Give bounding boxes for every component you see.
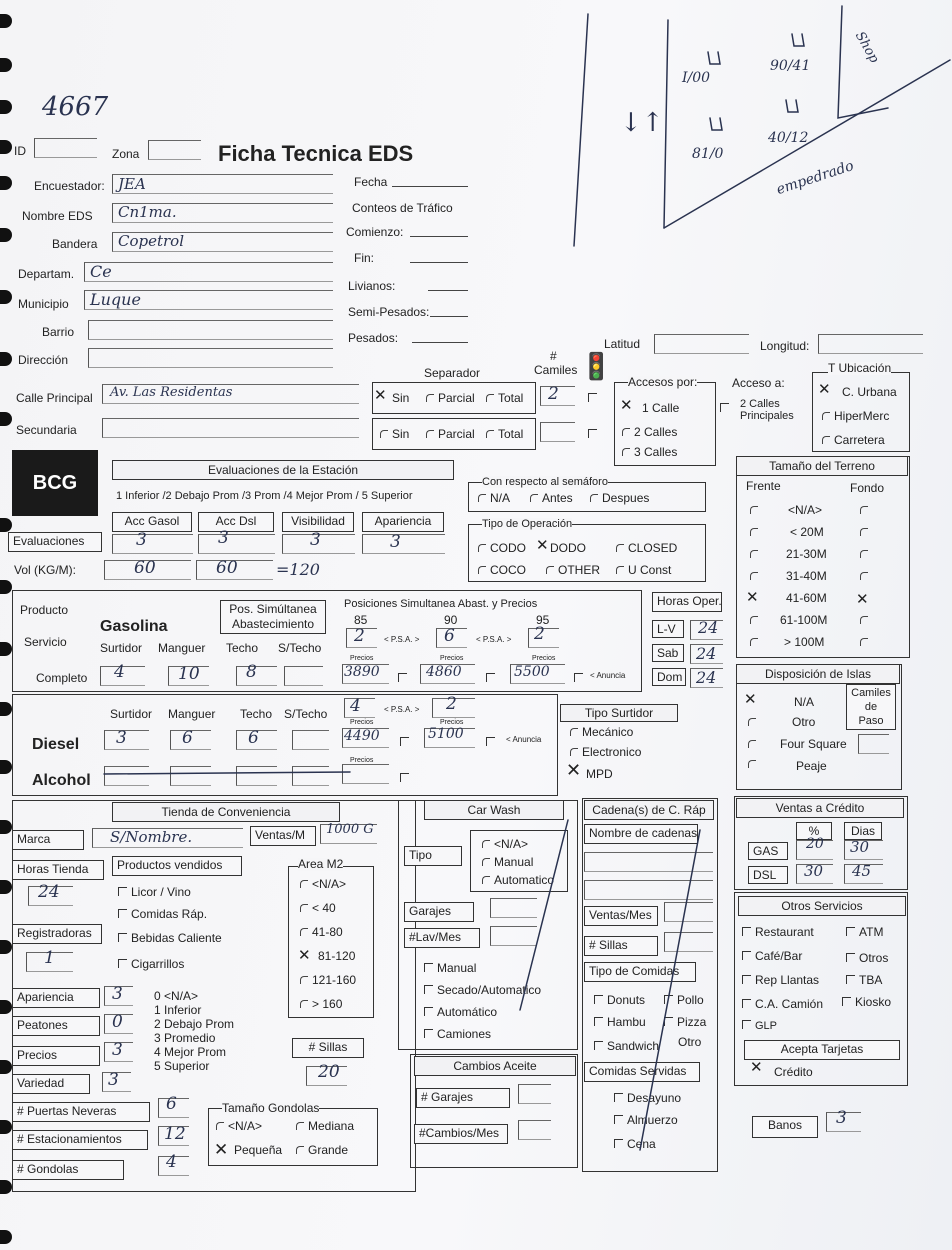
- restaurant-check[interactable]: Restaurant: [742, 926, 814, 939]
- islas-four-square-option[interactable]: Four Square: [780, 737, 847, 751]
- x-mark: ✕: [374, 386, 387, 404]
- sketch-note: Shop: [851, 29, 882, 66]
- vol-gasol-value: 60: [134, 558, 156, 578]
- stecho-label: S/Techo: [284, 707, 328, 721]
- islas-title: Disposición de Islas: [736, 664, 900, 684]
- marca-value: S/Nombre.: [110, 828, 193, 846]
- cafe-check[interactable]: Café/Bar: [742, 950, 802, 963]
- surtidor-label: Surtidor: [110, 707, 153, 721]
- parcial-option[interactable]: Parcial: [426, 392, 475, 405]
- variedad-label: Variedad: [12, 1074, 90, 1094]
- terreno-option: 21-30M: [786, 547, 827, 561]
- donuts-check[interactable]: Donuts: [594, 994, 645, 1007]
- scale-item: 2 Debajo Prom: [154, 1017, 235, 1031]
- glp-check[interactable]: GLP: [742, 1020, 777, 1032]
- col-apariencia: Apariencia: [362, 512, 444, 532]
- techo-label: Techo: [240, 707, 273, 721]
- x-mark: ✕: [298, 946, 311, 964]
- stecho-label: S/Techo: [278, 641, 322, 655]
- departam-value: Ce: [90, 262, 112, 281]
- x-mark: ✕: [620, 396, 633, 414]
- otros-check[interactable]: Otros: [846, 952, 888, 965]
- camion-check[interactable]: C.A. Camión: [742, 998, 823, 1011]
- carretera-option[interactable]: Carretera: [822, 434, 885, 447]
- cadena-sillas-label: # Sillas: [584, 936, 658, 956]
- semaforo-na-option[interactable]: N/A: [478, 492, 510, 505]
- llantas-check[interactable]: Rep Llantas: [742, 974, 819, 987]
- vol-dsl-value: 60: [216, 558, 238, 578]
- puertas-neveras-value: 6: [166, 1094, 177, 1114]
- sandwich-check[interactable]: Sandwich: [594, 1040, 659, 1053]
- precios-label: Precios: [350, 655, 374, 662]
- surtidor-label: Surtidor: [100, 641, 143, 655]
- almuerzo-check[interactable]: Almuerzo: [614, 1114, 678, 1127]
- cadena-title: Cadena(s) de C. Ráp: [584, 800, 714, 820]
- carwash-secado-check[interactable]: Secado/Automatico: [424, 984, 541, 997]
- carwash-na-option[interactable]: <N/A>: [482, 838, 528, 851]
- pos-precios-label: Posiciones Simultanea Abast. y Precios: [344, 598, 538, 610]
- terreno-option: 41-60M: [786, 591, 827, 605]
- tipo-comidas-label: Tipo de Comidas: [584, 962, 696, 982]
- psa-label: < P.S.A. >: [384, 705, 420, 714]
- strike-line: [104, 772, 350, 774]
- horas-tienda-value: 24: [38, 882, 60, 902]
- puertas-neveras-label: # Puertas Neveras: [12, 1102, 150, 1122]
- op-closed[interactable]: CLOSED: [616, 542, 677, 555]
- bandera-value: Copetrol: [118, 232, 185, 250]
- hipermerc-option[interactable]: HiperMerc: [822, 410, 889, 423]
- lv-value: 24: [698, 618, 719, 637]
- accesos-3-calles[interactable]: 3 Calles: [622, 446, 677, 459]
- gondolas-size-title: Tamaño Gondolas: [222, 1101, 320, 1115]
- manguer-label: Manguer: [158, 641, 206, 655]
- surtidor-electronico-option[interactable]: Electronico: [570, 746, 641, 759]
- sab-label: Sab: [652, 644, 684, 662]
- eval-acc-dsl-value: 3: [218, 528, 229, 548]
- camiles-label: Camiles: [534, 363, 578, 377]
- surtidor-value: 4: [114, 662, 125, 682]
- op-dodo[interactable]: DODO: [550, 541, 586, 555]
- registradoras-value: 1: [44, 948, 55, 968]
- scale-item: 5 Superior: [154, 1059, 210, 1073]
- techo-value: 6: [248, 728, 259, 748]
- tienda-title: Tienda de Conveniencia: [112, 802, 340, 822]
- licor-option[interactable]: Licor / Vino: [118, 886, 191, 899]
- terreno-option: < 20M: [790, 525, 824, 539]
- psa-label: < P.S.A. >: [476, 635, 512, 644]
- islas-peaje-option[interactable]: Peaje: [796, 759, 827, 773]
- credito-dsl-pct: 30: [804, 862, 824, 880]
- barrio-label: Barrio: [42, 325, 75, 339]
- area-option[interactable]: 41-80: [300, 926, 343, 939]
- cadena-ventas-label: Ventas/Mes: [584, 906, 658, 926]
- kiosko-check[interactable]: Kiosko: [842, 996, 891, 1009]
- x-mark: ✕: [818, 380, 831, 398]
- semaforo-title: Con respecto al semáforo: [482, 476, 608, 488]
- diesel-label: Diesel: [32, 736, 80, 753]
- registradoras-label: Registradoras: [12, 924, 102, 944]
- sin-option[interactable]: Sin: [380, 428, 409, 441]
- x-mark: ✕: [856, 590, 869, 608]
- precios-label: Precios: [440, 719, 464, 726]
- col-acc-gasol: Acc Gasol: [112, 512, 192, 532]
- op-codo[interactable]: CODO: [478, 542, 526, 555]
- precios-label: Precios: [12, 1046, 100, 1066]
- sketch-box: [710, 118, 722, 130]
- col-acc-dsl: Acc Dsl: [198, 512, 274, 532]
- comienzo-label: Comienzo:: [346, 225, 404, 239]
- atm-check[interactable]: ATM: [846, 926, 883, 939]
- scale-item: 3 Promedio: [154, 1031, 216, 1045]
- comidas-servidas-label: Comidas Servidas: [584, 1062, 700, 1082]
- credito-dias-label: Dias: [844, 822, 882, 840]
- variedad-value: 3: [108, 1070, 119, 1090]
- latitud-label: Latitud: [604, 337, 641, 351]
- manguer-value: 10: [178, 664, 200, 684]
- carwash-lav-label: #Lav/Mes: [404, 928, 480, 948]
- credito-check[interactable]: Crédito: [774, 1065, 813, 1079]
- operacion-title: Tipo de Operación: [482, 518, 573, 530]
- ventas-m-label: Ventas/M: [250, 826, 316, 846]
- evaluaciones-label: Evaluaciones: [8, 532, 102, 552]
- x-mark: ✕: [536, 536, 549, 554]
- terreno-option: <N/A>: [788, 503, 823, 517]
- octane-85: 85: [354, 613, 368, 627]
- precios-label: Precios: [440, 655, 464, 662]
- x-mark: ✕: [214, 1140, 229, 1160]
- pos-value: 6: [444, 626, 455, 646]
- aceite-garajes-label: # Garajes: [416, 1088, 510, 1108]
- dom-value: 24: [696, 668, 717, 687]
- dom-label: Dom: [652, 668, 686, 686]
- banos-value: 3: [836, 1108, 847, 1128]
- sketch-arrows: ↓↑: [620, 108, 664, 138]
- peatones-label: Peatones: [12, 1016, 100, 1036]
- sketch-note: empedrado: [774, 157, 856, 199]
- eval-acc-gasol-value: 3: [136, 530, 147, 550]
- cigarrillos-option[interactable]: Cigarrillos: [118, 958, 184, 971]
- horas-tienda-label: Horas Tienda: [12, 860, 104, 880]
- precios-label: Precios: [350, 719, 374, 726]
- psa-label: < P.S.A. >: [384, 635, 420, 644]
- accesos-1-calle[interactable]: 1 Calle: [642, 401, 680, 415]
- producto-label: Producto: [20, 603, 69, 617]
- total-option[interactable]: Total: [486, 428, 523, 441]
- semaforo-antes-option[interactable]: Antes: [530, 492, 573, 505]
- id-label: ID: [14, 144, 26, 158]
- camiles-paso-label: Camiles de Paso: [846, 684, 896, 730]
- precios-label: Precios: [532, 655, 556, 662]
- sketch-line: [664, 20, 668, 228]
- credito-gas-label: GAS: [748, 842, 788, 860]
- gondola-mediana-option[interactable]: Mediana: [296, 1120, 354, 1133]
- credito-gas-pct: 20: [806, 836, 824, 852]
- peatones-value: 0: [112, 1012, 123, 1032]
- manguer-label: Manguer: [168, 707, 216, 721]
- evaluaciones-title: Evaluaciones de la Estación: [112, 460, 454, 480]
- price-value: 5500: [514, 664, 550, 680]
- octane-90: 90: [444, 613, 458, 627]
- gondola-na-option[interactable]: <N/A>: [216, 1120, 262, 1133]
- carwash-automatico-option[interactable]: Automatico: [482, 874, 554, 887]
- carwash-manual-option[interactable]: Manual: [482, 856, 533, 869]
- eval-apariencia-value: 3: [390, 532, 401, 552]
- op-other[interactable]: OTHER: [546, 564, 600, 577]
- bandera-label: Bandera: [52, 237, 98, 251]
- carwash-tipo-label: Tipo: [404, 846, 462, 866]
- acceso-a-label: Acceso a:: [732, 376, 785, 390]
- precios-value: 3: [112, 1040, 123, 1060]
- banos-label: Banos: [752, 1116, 818, 1138]
- area-option[interactable]: <N/A>: [300, 878, 346, 891]
- form-number: 4667: [42, 92, 109, 122]
- sketch-line: [574, 14, 588, 246]
- terreno-option: > 100M: [784, 635, 825, 649]
- departam-label: Departam.: [18, 267, 75, 281]
- municipio-value: Luque: [90, 290, 141, 309]
- x-mark: ✕: [746, 588, 759, 606]
- nombre-eds-label: Nombre EDS: [22, 209, 93, 223]
- sketch-box: [792, 34, 804, 46]
- octane-95: 95: [536, 613, 550, 627]
- servicio-label: Servicio: [24, 635, 67, 649]
- semaforo-despues-option[interactable]: Despues: [590, 492, 649, 505]
- x-mark: ✕: [744, 690, 757, 708]
- hambu-check[interactable]: Hambu: [594, 1016, 646, 1029]
- municipio-label: Municipio: [18, 297, 69, 311]
- sin-option[interactable]: Sin: [392, 391, 410, 405]
- pos-value: 2: [534, 624, 545, 644]
- sketch-note: 40/12: [768, 130, 809, 146]
- cena-check[interactable]: Cena: [614, 1138, 656, 1151]
- surtidor-mecanico-option[interactable]: Mecánico: [570, 726, 633, 739]
- accesos-2-calles[interactable]: 2 Calles: [622, 426, 677, 439]
- credito-title: Ventas a Crédito: [736, 798, 904, 818]
- secundaria-label: Secundaria: [16, 423, 77, 437]
- sab-value: 24: [696, 644, 717, 663]
- aceite-title: Cambios Aceite: [414, 1056, 576, 1076]
- zona-label: Zona: [112, 147, 140, 161]
- area-option[interactable]: > 160: [300, 998, 342, 1011]
- horas-title: Horas Oper.: [652, 592, 722, 612]
- sillas-value: 20: [318, 1062, 340, 1082]
- longitud-label: Longitud:: [760, 339, 810, 353]
- anuncia-label: < Anuncia: [590, 671, 626, 680]
- precios-label: Precios: [350, 757, 374, 764]
- surtidor-mpd-option[interactable]: MPD: [586, 767, 613, 781]
- carwash-automatico-check[interactable]: Automático: [424, 1006, 497, 1019]
- gondolas-value: 4: [166, 1152, 177, 1172]
- sketch-box: [708, 52, 720, 64]
- sketch-note: 90/41: [770, 58, 811, 74]
- completo-label: Completo: [36, 671, 88, 685]
- marca-label: Marca: [12, 830, 84, 850]
- ubicacion-title: T Ubicación: [828, 361, 892, 375]
- accesos-title: Accesos por:: [628, 375, 698, 389]
- tarjetas-label: Acepta Tarjetas: [744, 1040, 900, 1060]
- carwash-manual-check[interactable]: Manual: [424, 962, 476, 975]
- direccion-label: Dirección: [18, 353, 69, 367]
- area-option[interactable]: < 40: [300, 902, 336, 915]
- price-value: 4860: [426, 664, 462, 680]
- islas-na-option[interactable]: N/A: [794, 695, 815, 709]
- tba-check[interactable]: TBA: [846, 974, 882, 987]
- ventas-m-value: 1000 G: [326, 822, 374, 837]
- op-uconst[interactable]: U Const: [616, 564, 671, 577]
- bcg-logo: BCG: [12, 450, 98, 516]
- credito-pct-label: %: [796, 822, 832, 840]
- evaluaciones-scale: 1 Inferior /2 Debajo Prom /3 Prom /4 Mejor Prom / 5 Superior: [116, 490, 413, 502]
- livianos-label: Livianos:: [348, 279, 396, 293]
- terreno-title: Tamaño del Terreno: [736, 456, 908, 476]
- sketch-note: I/00: [682, 70, 711, 86]
- sillas-label: # Sillas: [292, 1038, 364, 1058]
- c-urbana-option[interactable]: C. Urbana: [842, 385, 897, 399]
- fecha-label: Fecha: [354, 175, 388, 189]
- nombre-eds-value: Cn1ma.: [118, 203, 177, 221]
- islas-otro-option[interactable]: Otro: [792, 715, 816, 729]
- parcial-option[interactable]: Parcial: [426, 428, 475, 441]
- separador-label: Separador: [424, 366, 481, 380]
- apariencia-label: Apariencia: [12, 988, 100, 1008]
- pizza-check[interactable]: Pizza: [664, 1016, 706, 1029]
- gondola-pequena-option[interactable]: Pequeña: [234, 1143, 283, 1157]
- otros-title: Otros Servicios: [738, 896, 906, 916]
- frente-label: Frente: [746, 479, 781, 493]
- pos-value: 2: [446, 694, 457, 714]
- apariencia-value: 3: [112, 984, 123, 1004]
- terreno-option: 31-40M: [786, 569, 827, 583]
- comidas-option[interactable]: Comidas Ráp.: [118, 908, 207, 921]
- col-visibilidad: Visibilidad: [282, 512, 354, 532]
- gondola-grande-option[interactable]: Grande: [296, 1144, 348, 1157]
- terreno-option: 61-100M: [780, 613, 828, 627]
- bebidas-option[interactable]: Bebidas Caliente: [118, 932, 222, 945]
- carwash-garajes-label: Garajes: [404, 902, 474, 922]
- fin-label: Fin:: [354, 251, 375, 265]
- gondolas-label: # Gondolas: [12, 1160, 124, 1180]
- camiles-value: 2: [548, 384, 559, 404]
- price-value: 5100: [428, 726, 464, 742]
- calle-principal-label: Calle Principal: [16, 391, 93, 405]
- cadena-nombre-label: Nombre de cadenas: [584, 824, 698, 844]
- credito-gas-dias: 30: [850, 838, 870, 856]
- price-value: 4490: [344, 728, 380, 744]
- scale-item: 4 Mejor Prom: [154, 1045, 227, 1059]
- pos-value: 2: [354, 626, 365, 646]
- sketch-box: [786, 100, 798, 112]
- conteos-label: Conteos de Tráfico: [352, 201, 453, 215]
- x-mark: ✕: [566, 760, 582, 781]
- calle-principal-value: Av. Las Residentas: [110, 385, 233, 400]
- fondo-label: Fondo: [850, 481, 885, 495]
- carwash-camiones-check[interactable]: Camiones: [424, 1028, 491, 1041]
- camiles-hash: #: [550, 349, 557, 363]
- pos-simultanea-label: Pos. Simúltanea Abastecimiento: [220, 600, 326, 634]
- credito-dsl-dias: 45: [852, 862, 872, 880]
- tipo-surtidor-title: Tipo Surtidor: [560, 704, 678, 722]
- surtidor-value: 3: [116, 728, 127, 748]
- carwash-title: Car Wash: [424, 800, 564, 820]
- sketch-note: 81/0: [692, 146, 724, 162]
- strike-line: [520, 820, 568, 1010]
- pos-value: 4: [350, 696, 361, 716]
- aceite-cambios-label: #Cambios/Mes: [414, 1124, 508, 1144]
- alcohol-label: Alcohol: [32, 772, 91, 789]
- scale-item: 1 Inferior: [154, 1003, 202, 1017]
- scale-item: 0 <N/A>: [154, 989, 199, 1003]
- manguer-value: 6: [182, 728, 193, 748]
- lv-label: L-V: [652, 620, 684, 638]
- total-option[interactable]: Total: [486, 392, 523, 405]
- credito-dsl-label: DSL: [748, 866, 788, 884]
- sketch-line: [664, 60, 950, 228]
- gasolina-label: Gasolina: [100, 618, 168, 635]
- techo-value: 8: [246, 662, 257, 682]
- x-mark: ✕: [750, 1058, 763, 1076]
- otro-check[interactable]: Otro: [678, 1035, 702, 1049]
- techo-label: Techo: [226, 641, 259, 655]
- eval-visibilidad-value: 3: [310, 530, 321, 550]
- estacionamientos-label: # Estacionamientos: [12, 1130, 148, 1150]
- desayuno-check[interactable]: Desayuno: [614, 1092, 681, 1105]
- area-option[interactable]: 81-120: [318, 949, 356, 963]
- semi-pesados-label: Semi-Pesados:: [348, 305, 430, 319]
- vol-total-value: =120: [276, 560, 320, 579]
- vol-label: Vol (KG/M):: [14, 563, 77, 577]
- estacionamientos-value: 12: [164, 1124, 186, 1144]
- strike-line: [640, 830, 700, 1150]
- encuestador-value: JEA: [118, 175, 146, 193]
- pollo-check[interactable]: Pollo: [664, 994, 704, 1007]
- anuncia-label: < Anuncia: [506, 735, 542, 744]
- area-option[interactable]: 121-160: [300, 974, 356, 987]
- acceso-2-calles-principales: 2 Calles Principales: [740, 398, 794, 423]
- pesados-label: Pesados:: [348, 331, 399, 345]
- traffic-light-icon: 🚦: [580, 351, 613, 381]
- page-title: Ficha Tecnica EDS: [218, 141, 414, 166]
- price-value: 3890: [344, 664, 380, 680]
- op-coco[interactable]: COCO: [478, 564, 526, 577]
- productos-vendidos-label: Productos vendidos: [112, 856, 242, 876]
- encuestador-label: Encuestador:: [34, 179, 105, 193]
- area-title: Area M2: [298, 857, 344, 871]
